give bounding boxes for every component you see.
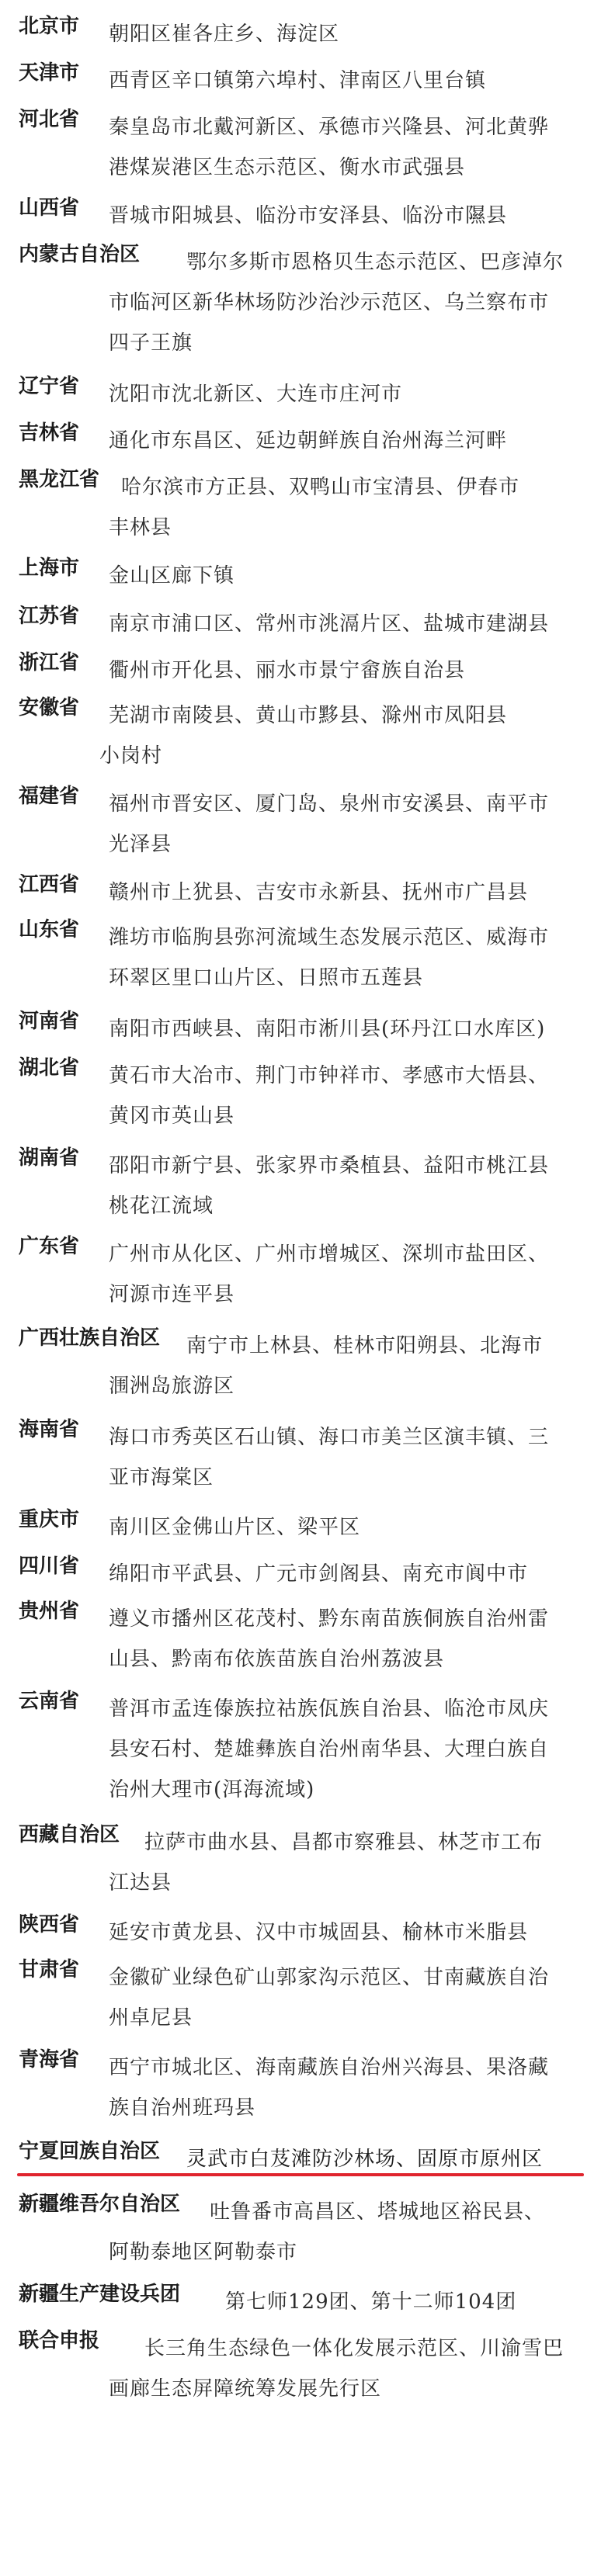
region-name: 新疆生产建设兵团 [19, 2283, 181, 2306]
place-line: 西宁市城北区、海南藏族自治州兴海县、果洛藏 [109, 2056, 550, 2079]
region-name: 北京市 [19, 15, 80, 38]
place-line: 光泽县 [109, 833, 172, 856]
region-places [109, 1326, 601, 1406]
region-places [109, 196, 601, 236]
region-name: 浙江省 [19, 651, 80, 674]
region-name: 黑龙江省 [19, 468, 100, 491]
region-places [109, 784, 601, 865]
place-line: 通化市东昌区、延边朝鲜族自治州海兰河畔 [109, 429, 508, 452]
region-places [109, 1234, 601, 1315]
region-places [109, 1689, 601, 1810]
region-places [109, 2192, 601, 2273]
place-line: 遵义市播州区花茂村、黔东南苗族侗族自治州雷 [109, 1607, 550, 1631]
region-places [109, 14, 601, 54]
place-line: 广州市从化区、广州市增城区、深圳市盐田区、 [109, 1243, 550, 1266]
region-name: 湖北省 [19, 1056, 80, 1080]
region-name: 新疆维吾尔自治区 [19, 2193, 181, 2216]
place-line: 港煤炭港区生态示范区、衡水市武强县 [109, 156, 466, 179]
region-name: 联合申报 [19, 2329, 100, 2352]
place-line: 族自治州班玛县 [109, 2096, 256, 2120]
place-line: 南川区金佛山片区、梁平区 [109, 1516, 361, 1539]
place-line: 黄冈市英山县 [109, 1104, 235, 1128]
place-line: 晋城市阳城县、临汾市安泽县、临汾市隰县 [109, 204, 508, 227]
region-name: 安徽省 [19, 696, 80, 719]
place-line: 环翠区里口山片区、日照市五莲县 [109, 966, 424, 990]
place-line: 南宁市上林县、桂林市阳朔县、北海市 [186, 1334, 544, 1357]
place-line: 鄂尔多斯市恩格贝生态示范区、巴彦淖尔 [186, 251, 565, 274]
place-line: 金徽矿业绿色矿山郭家沟示范区、甘南藏族自治 [109, 1966, 550, 1989]
region-places [109, 1599, 601, 1680]
place-line: 江达县 [109, 1871, 172, 1895]
region-places [109, 1417, 601, 1498]
place-line: 长三角生态绿色一体化发展示范区、川渝雪巴 [144, 2337, 565, 2360]
place-line: 拉萨市曲水县、昌都市察雅县、林芝市工布 [144, 1831, 544, 1854]
place-line: 普洱市孟连傣族拉祜族佤族自治县、临沧市凤庆 [109, 1697, 550, 1721]
place-line: 海口市秀英区石山镇、海口市美兰区演丰镇、三 [109, 1426, 550, 1449]
place-line: 潍坊市临朐县弥河流域生态发展示范区、威海市 [109, 926, 550, 949]
place-line: 第七师129团、第十二师104团 [225, 2290, 517, 2314]
region-places [109, 2328, 601, 2409]
region-name: 江苏省 [19, 605, 80, 628]
place-line: 亚市海棠区 [109, 1466, 214, 1489]
place-line: 延安市黄龙县、汉中市城固县、榆林市米脂县 [109, 1921, 529, 1944]
region-name: 福建省 [19, 785, 80, 808]
region-places [109, 917, 601, 998]
place-line: 山县、黔南布依族苗族自治州荔波县 [109, 1648, 445, 1671]
place-line: 吐鲁番市高昌区、塔城地区裕民县、 [210, 2200, 546, 2224]
region-places [109, 1507, 601, 1548]
region-name: 天津市 [19, 61, 80, 85]
region-name: 广西壮族自治区 [19, 1326, 161, 1350]
region-name: 陕西省 [19, 1913, 80, 1936]
region-places [109, 1009, 601, 1049]
region-name: 宁夏回族自治区 [19, 2140, 161, 2163]
region-places [109, 604, 601, 644]
region-name: 河南省 [19, 1010, 80, 1033]
region-name: 甘肃省 [19, 1958, 80, 1981]
place-line: 画廊生态屏障统筹发展先行区 [109, 2377, 382, 2401]
region-places [109, 1146, 601, 1226]
place-line: 市临河区新华林场防沙治沙示范区、乌兰察布市 [109, 291, 550, 314]
place-line: 南阳市西峡县、南阳市淅川县(环丹江口水库区) [109, 1018, 546, 1041]
region-places [109, 467, 601, 548]
place-line: 沈阳市沈北新区、大连市庄河市 [109, 383, 403, 406]
place-line: 涠洲岛旅游区 [109, 1375, 235, 1398]
region-name: 山东省 [19, 918, 80, 941]
region-name: 四川省 [19, 1555, 80, 1578]
region-name: 广东省 [19, 1235, 80, 1258]
region-places [109, 1912, 601, 1953]
region-name: 吉林省 [19, 421, 80, 445]
region-places [109, 242, 601, 363]
place-line: 邵阳市新宁县、张家界市桑植县、益阳市桃江县 [109, 1154, 550, 1177]
place-line: 治州大理市(洱海流域) [109, 1778, 315, 1801]
region-name: 海南省 [19, 1418, 80, 1441]
place-line: 哈尔滨市方正县、双鸭山市宝清县、伊春市 [121, 476, 520, 499]
place-line: 秦皇岛市北戴河新区、承德市兴隆县、河北黄骅 [109, 116, 550, 139]
region-name: 贵州省 [19, 1600, 80, 1623]
place-line: 西青区辛口镇第六埠村、津南区八里台镇 [109, 69, 487, 92]
region-places [99, 695, 601, 776]
place-line: 福州市晋安区、厦门岛、泉州市安溪县、南平市 [109, 792, 550, 816]
region-name: 西藏自治区 [19, 1823, 120, 1846]
place-line: 县安石村、楚雄彝族自治州南华县、大理白族自 [109, 1738, 550, 1761]
region-name: 湖南省 [19, 1146, 80, 1170]
region-places [109, 107, 601, 188]
region-name: 上海市 [19, 556, 80, 580]
place-line: 金山区廊下镇 [109, 564, 235, 588]
region-places [109, 872, 601, 913]
region-places [109, 61, 601, 101]
region-name: 河北省 [19, 108, 80, 131]
region-places [109, 650, 601, 691]
place-line: 朝阳区崔各庄乡、海淀区 [109, 23, 340, 46]
place-line: 芜湖市南陵县、黄山市黟县、滁州市凤阳县 [109, 704, 508, 727]
place-line: 赣州市上犹县、吉安市永新县、抚州市广昌县 [109, 881, 529, 904]
place-line: 南京市浦口区、常州市洮滆片区、盐城市建湖县 [109, 612, 550, 636]
place-line: 桃花江流域 [109, 1194, 214, 1218]
region-places [109, 374, 601, 414]
region-places [109, 2047, 601, 2128]
region-places [109, 1554, 601, 1594]
place-line: 灵武市白芨滩防沙林场、固原市原州区 [186, 2148, 544, 2171]
place-line: 衢州市开化县、丽水市景宁畲族自治县 [109, 659, 466, 682]
region-name: 江西省 [19, 873, 80, 896]
region-name: 内蒙古自治区 [19, 243, 141, 266]
region-places [109, 421, 601, 461]
region-name: 青海省 [19, 2048, 80, 2072]
region-name: 辽宁省 [19, 375, 80, 398]
place-line: 州卓尼县 [109, 2006, 193, 2030]
region-places [109, 1056, 601, 1136]
region-name: 重庆市 [19, 1508, 80, 1531]
place-line: 丰林县 [109, 516, 172, 539]
place-line: 阿勒泰地区阿勒泰市 [109, 2241, 298, 2264]
place-line: 河源市连平县 [109, 1283, 235, 1306]
region-places [109, 1957, 601, 2038]
region-name: 山西省 [19, 196, 80, 220]
region-name: 云南省 [19, 1690, 80, 1713]
place-line: 四子王旗 [109, 331, 193, 355]
place-line: 绵阳市平武县、广元市剑阁县、南充市阆中市 [109, 1562, 529, 1586]
region-places [225, 2282, 601, 2322]
region-places [109, 1822, 601, 1903]
region-places [109, 556, 601, 596]
place-line: 黄石市大冶市、荆门市钟祥市、孝感市大悟县、 [109, 1064, 550, 1087]
place-line: 小岗村 [99, 744, 163, 768]
red-underline [17, 2173, 584, 2176]
